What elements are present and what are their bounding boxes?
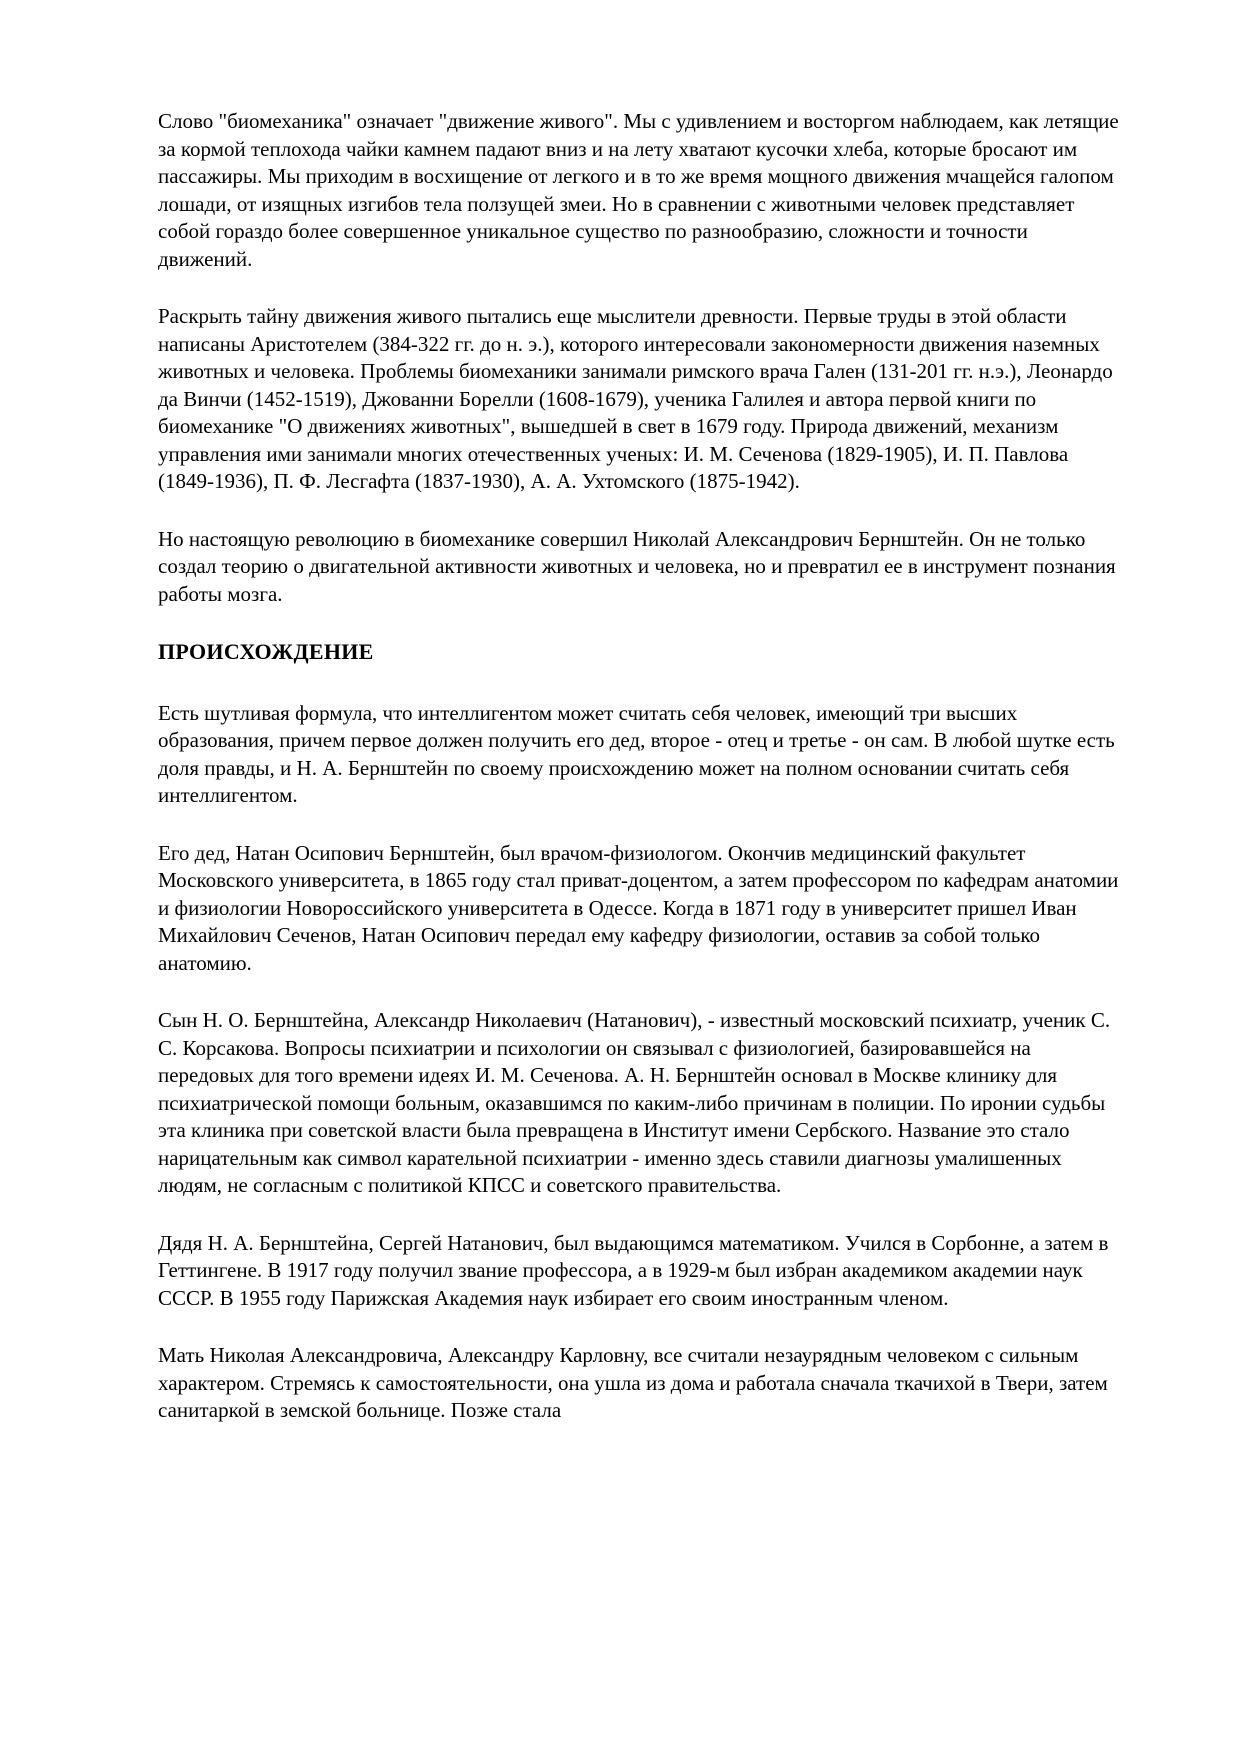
paragraph: Но настоящую революцию в биомеханике совершил Николай Александрович Бернштейн. Он не только создал теорию о двигательной активности животных и человека, но и превратил ее в инструмент познания работы мозга.: [158, 526, 1116, 606]
paragraph: Дядя Н. А. Бернштейна, Сергей Натанович, был выдающимся математиком. Учился в Сорбонне, а затем в Геттингене. В 1917 году получил звание профессора, а в 1929-м был избран академиком академии наук СССР. В 1955 году Парижская Академия наук избирает его своим иностранным членом.: [158, 1230, 1109, 1310]
paragraph: Слово "биомеханика" означает "движение живого". Мы с удивлением и восторгом наблюдаем, как летящие за кормой теплохода чайки камнем падают вниз и на лету хватают кусочки хлеба, которые бросают им пассажиры. Мы приходим в восхищение от легкого и в то же время мощного движения мчащейся галопом лошади, от изящных изгибов тела ползущей змеи. Но в сравнении с животными человек представляет собой гораздо более совершенное уникальное существо по разнообразию, сложности и точности движений.: [158, 109, 1119, 271]
paragraph: Раскрыть тайну движения живого пытались еще мыслители древности. Первые труды в этой области написаны Аристотелем (384-322 гг. до н. э.), которого интересовали закономерности движения наземных животных и человека. Проблемы биомеханики занимали римского врача Гален (131-201 гг. н.э.), Леонардо да Винчи (1452-1519), Джованни Борелли (1608-1679), ученика Галилея и автора первой книги по биомеханике "О движениях животных", вышедшей в свет в 1679 году. Природа движений, механизм управления ими занимали многих отечественных ученых: И. М. Сеченова (1829-1905), И. П. Павлова (1849-1936), П. Ф. Лесгафта (1837-1930), А. А. Ухтомского (1875-1942).: [158, 304, 1113, 493]
paragraph: Его дед, Натан Осипович Бернштейн, был врачом-физиологом. Окончив медицинский факультет Московского университета, в 1865 году стал приват-доцентом, а затем профессором по кафедрам анатомии и физиологии Новороссийского университета в Одессе. Когда в 1871 году в университет пришел Иван Михайлович Сеченов, Натан Осипович передал ему кафедру физиологии, оставив за собой только анатомию.: [158, 840, 1119, 975]
paragraph: Есть шутливая формула, что интеллигентом может считать себя человек, имеющий три высших образования, причем первое должен получить его дед, второе - отец и третье - он сам. В любой шутке есть доля правды, и Н. А. Бернштейн по своему происхождению может на полном основании считать себя интеллигентом.: [158, 700, 1115, 807]
paragraph: Мать Николая Александровича, Александру Карловну, все считали незаурядным человеком с сильным характером. Стремясь к самостоятельности, она ушла из дома и работала сначала ткачихой в Твери, затем санитаркой в земской больнице. Позже стала: [158, 1343, 1108, 1422]
paragraph: Сын Н. О. Бернштейна, Александр Николаевич (Натанович), - известный московский психиатр, ученик С. С. Корсакова. Вопросы психиатрии и психологии он связывал с физиологией, базировавшейся на передовых для того времени идеях И. М. Сеченова. А. Н. Бернштейн основал в Москве клинику для психиатрической помощи больным, оказавшимся по каким-либо причинам в полиции. По иронии судьбы эта клиника при советской власти была превращена в Институт имени Сербского. Название это стало нарицательным как символ карательной психиатрии - именно здесь ставили диагнозы умалишенных людям, не согласным с политикой КПСС и советского правительства.: [158, 1008, 1111, 1197]
section-heading: ПРОИСХОЖДЕНИЕ: [158, 639, 374, 664]
